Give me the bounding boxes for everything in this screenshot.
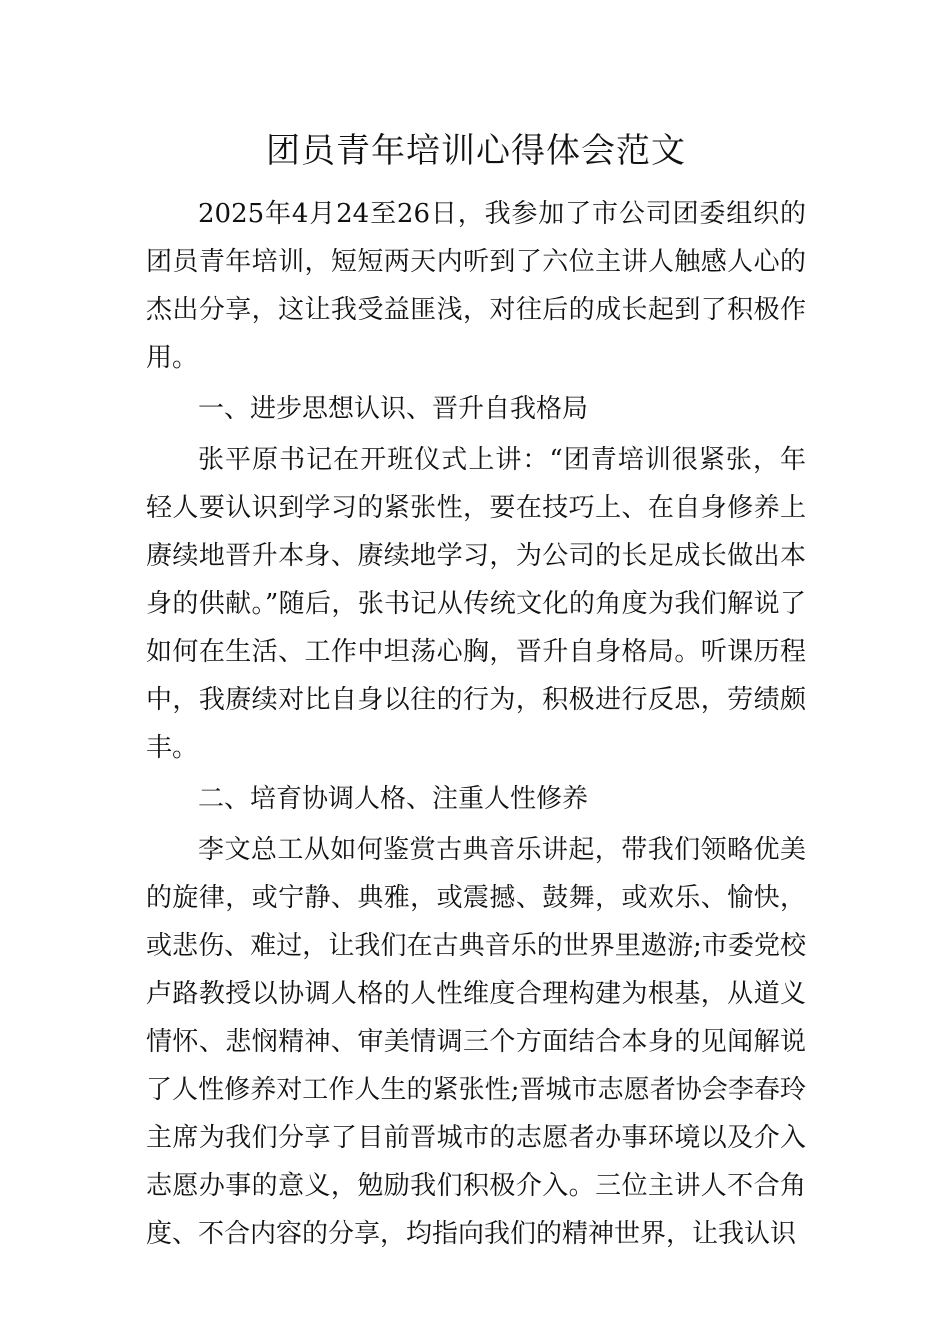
paragraph-section-1: 张平原书记在开班仪式上讲：“团青培训很紧张，年轻人要认识到学习的紧张性，要在技巧上、在自身修养上赓续地晋升本身、赓续地学习，为公司的长足成长做出本身的供献。”随后，张书记从传统文化的角度为我们解说了如何在生活、工作中坦荡心胸，晋升自身格局。听课历程中，我赓续对比自身以往的行为，积极进行反思，劳绩颇丰。 [146, 445, 806, 763]
section-heading-2: 二、培育协调人格、注重人性修养 [198, 784, 589, 814]
document-title: 团员青年培训心得体会范文 [266, 131, 686, 171]
paragraph-section-2: 李文总工从如何鉴赏古典音乐讲起，带我们领略优美的旋律，或宁静、典雅，或震撼、鼓舞，或欢乐、愉快，或悲伤、难过，让我们在古典音乐的世界里遨游;市委党校卢路教授以协调人格的人性维度合理构建为根基，从道义情怀、悲悯精神、审美情调三个方面结合本身的见闻解说了人性修养对工作人生的紧张性;晋城市志愿者协会李春玲主席为我们分享了目前晋城市的志愿者办事环境以及介入志愿办事的意义，勉励我们积极介入。三位主讲人不合角度、不合内容的分享，均指向我们的精神世界，让我认识 [146, 835, 806, 1249]
paragraph-intro: 2025年4月24至26日，我参加了市公司团委组织的团员青年培训，短短两天内听到了六位主讲人触感人心的杰出分享，这让我受益匪浅，对往后的成长起到了积极作用。 [146, 199, 806, 373]
section-heading-1: 一、进步思想认识、晋升自我格局 [198, 394, 589, 424]
document-page [146, 118, 806, 1261]
